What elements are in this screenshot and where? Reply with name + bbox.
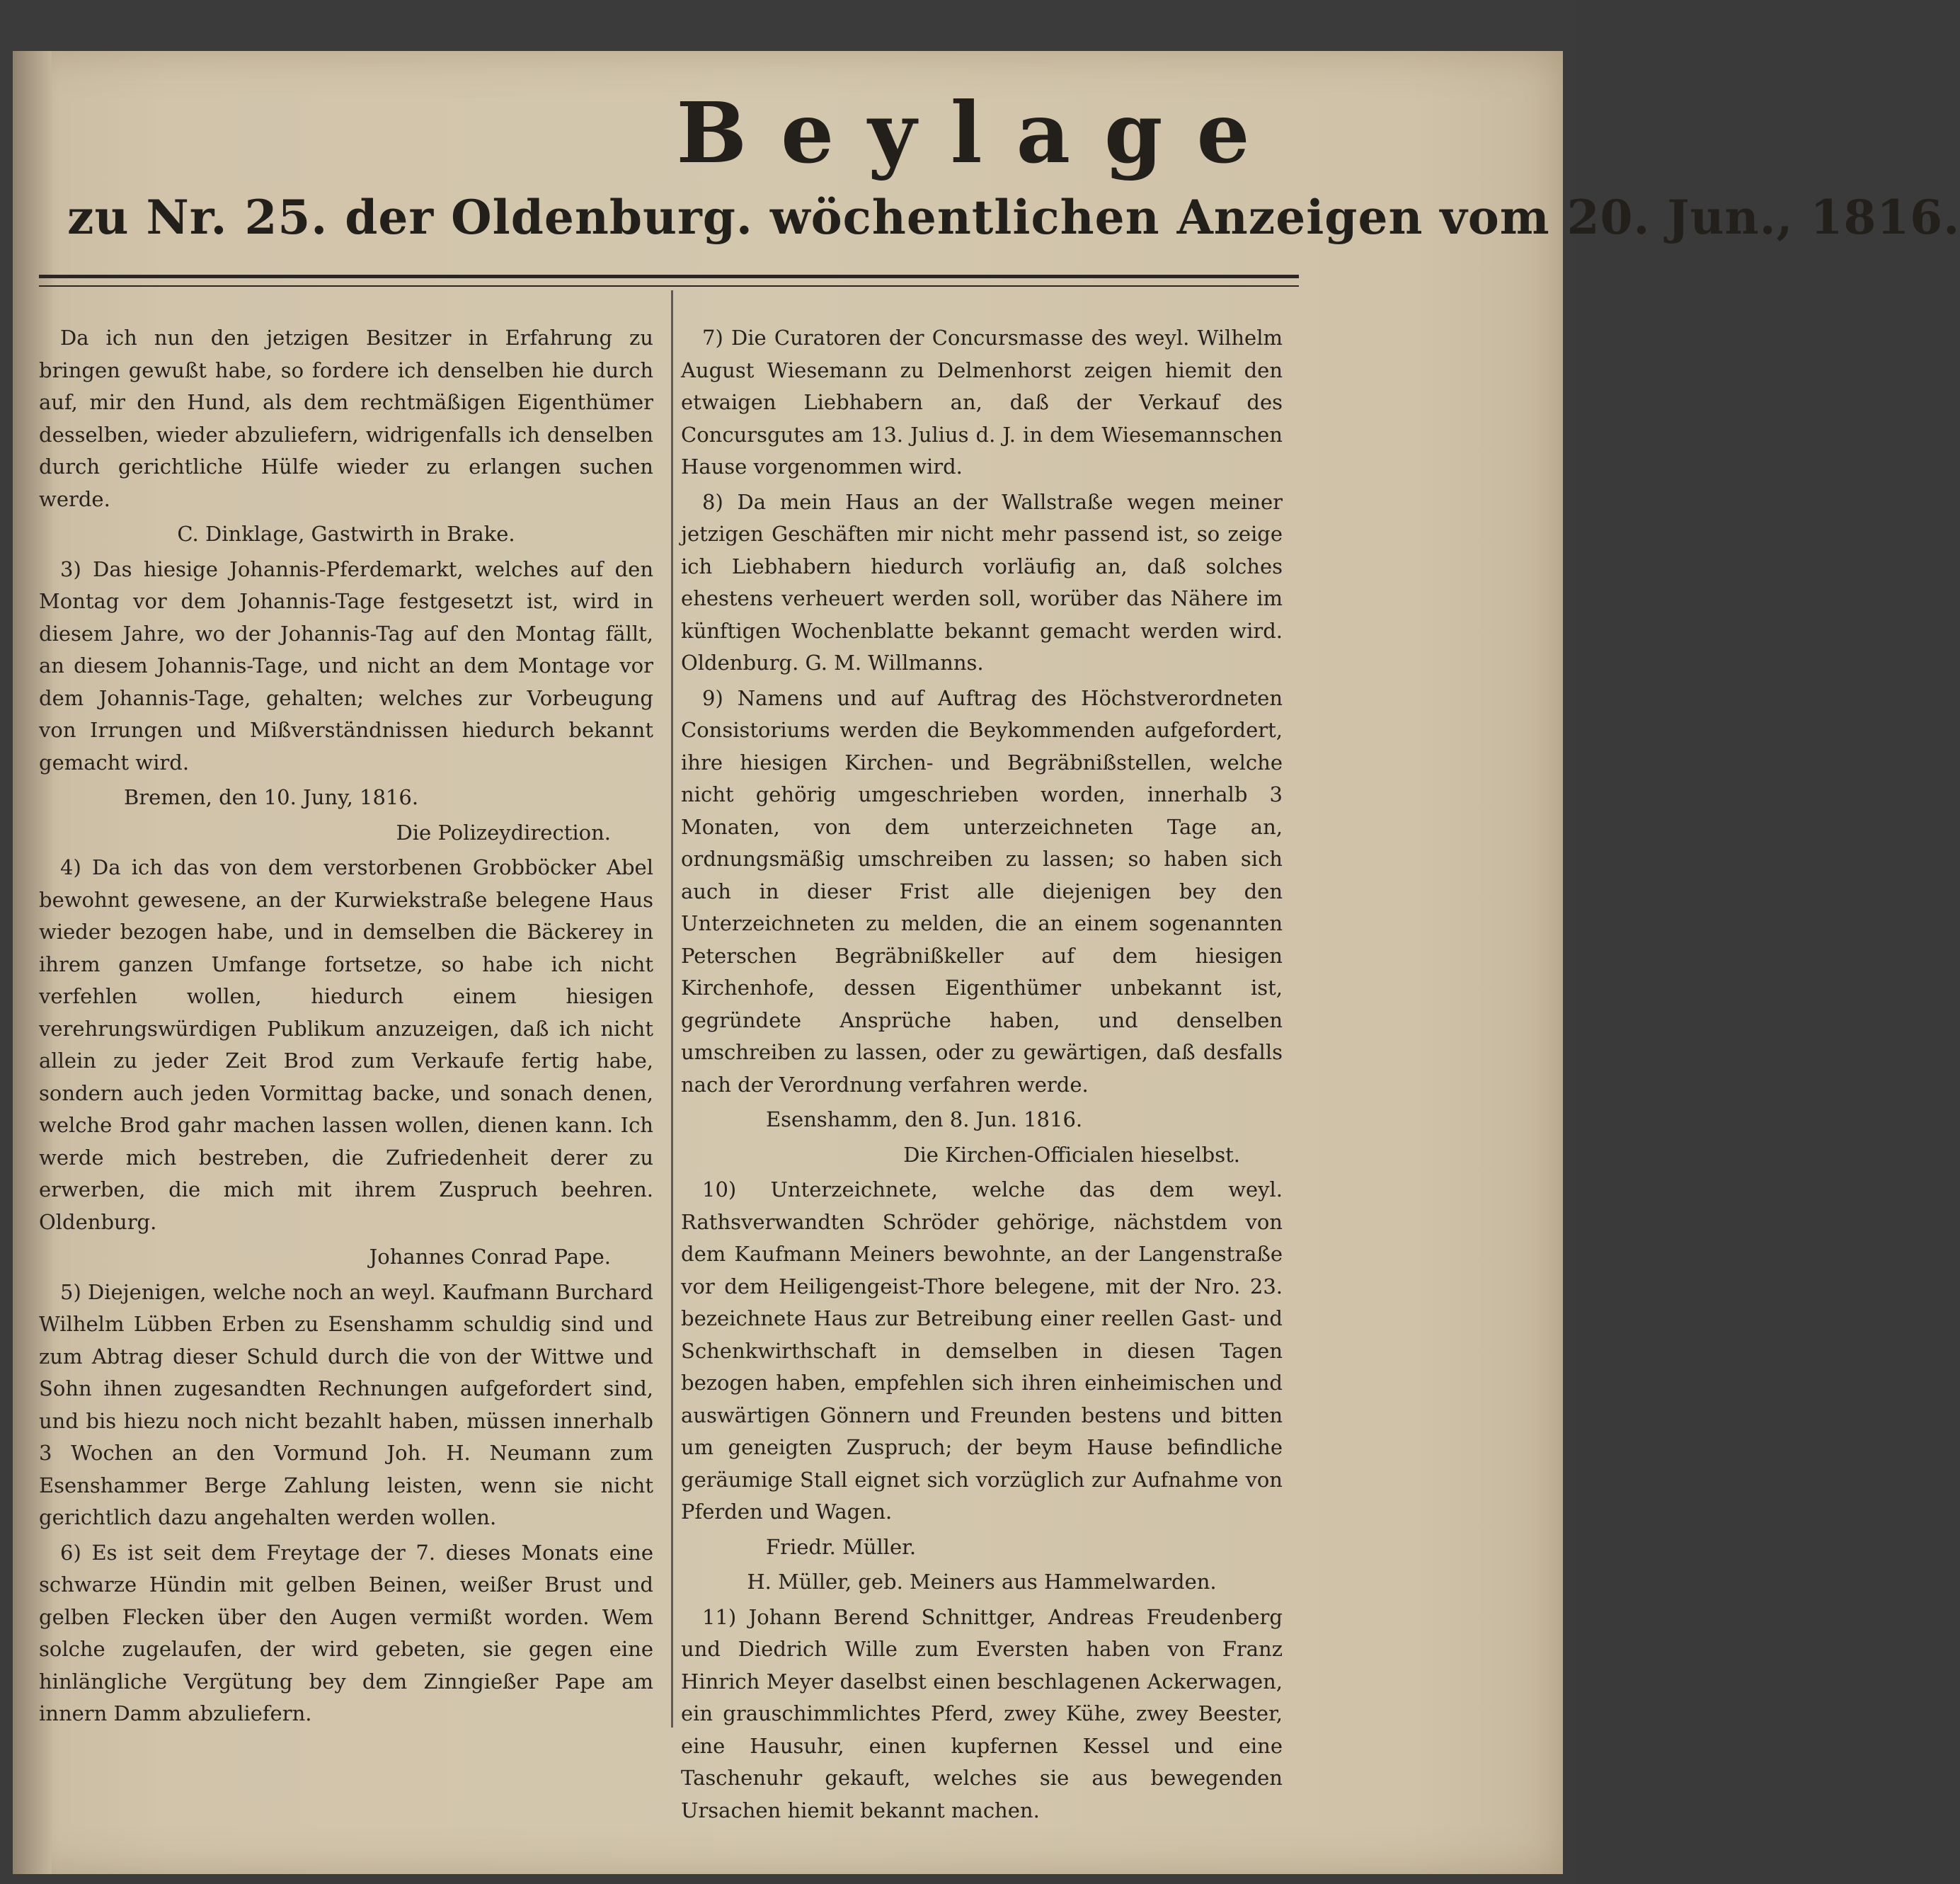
notice-paragraph: 11) Johann Berend Schnittger, Andreas Freudenberg und Diedrich Wille zum Eversten haben von Franz Hinrich Meyer daselbst einen beschlagenen Ackerwagen, ein grauschimmlichtes Pferd, zwey Kühe, zwey Beester, eine Hausuhr, einen kupfernen Kessel und eine Taschenuhr gekauft, welches sie aus bewegenden Ursachen hiemit bekannt machen. [681, 1604, 1283, 1822]
notice-paragraph: 9) Namens und auf Auftrag des Höchstverordneten Consistoriums werden die Beykommenden aufgefordert, ihre hiesigen Kirchen- und Begräbnißstellen, welche nicht gehörig umgeschrieben worden, innerhalb 3 Monaten, von dem unterzeichneten Tage an, ordnungsmäßig umschreiben zu lassen; so haben sich auch in dieser Frist alle diejenigen bey den Unterzeichneten zu melden, die an einem sogenannten Peterschen Begräbnißkeller auf dem hiesigen Kirchenhofe, dessen Eigenthümer unbekannt ist, gegründete Ansprüche haben, und denselben umschreiben zu lassen, oder zu gewärtigen, daß desfalls nach der Verordnung verfahren werde. [681, 685, 1283, 1097]
notice-paragraph: 6) Es ist seit dem Freytage der 7. dieses Monats eine schwarze Hündin mit gelben Beinen, weißer Brust und gelben Flecken über den Augen vermißt worden. Wem solche zugelaufen, der wird gebeten, sie gegen eine hinlängliche Vergütung bey dem Zinngießer Pape am innern Damm abzuliefern. [39, 1540, 653, 1725]
signature: Friedr. Müller. [766, 1534, 917, 1559]
left-column [39, 322, 653, 1733]
header-rule [39, 275, 1299, 278]
signature: H. Müller, geb. Meiners aus Hammelwarden. [747, 1570, 1217, 1594]
right-column [681, 322, 1283, 1829]
signature: Die Kirchen-Officialen hieselbst. [903, 1142, 1240, 1167]
header-rule-thin [39, 285, 1299, 287]
page-title: Beylage [676, 84, 1284, 182]
notice-paragraph: 5) Diejenigen, welche noch an weyl. Kaufmann Burchard Wilhelm Lübben Erben zu Esenshamm schuldig sind und zum Abtrag dieser Schuld durch die von der Wittwe und Sohn ihnen zugesandten Rechnungen aufgefordert sind, und bis hiezu noch nicht bezahlt haben, müssen innerhalb 3 Wochen an den Vormund Joh. H. Neumann zum Esenshammer Berge Zahlung leisten, wenn sie nicht gerichtlich dazu angehalten werden wollen. [39, 1279, 653, 1529]
notice-paragraph: 8) Da mein Haus an der Wallstraße wegen meiner jetzigen Geschäften mir nicht mehr passend ist, so zeige ich Liebhabern hiedurch vorläufig an, daß solches ehestens verheuert werden soll, worüber das Nähere im künftigen Wochenblatte bekannt gemacht werden wird. Oldenburg. G. M. Willmanns. [681, 489, 1283, 675]
notice-paragraph: 10) Unterzeichnete, welche das dem weyl. Rathsverwandten Schröder gehörige, nächstdem von dem Kaufmann Meiners bewohnte, an der Langenstraße vor dem Heiligengeist-Thore belegene, mit der Nro. 23. bezeichnete Haus zur Betreibung einer reellen Gast- und Schenkwirthschaft in demselben in diesen Tagen bezogen haben, empfehlen sich ihren einheimischen und auswärtigen Gönnern und Freunden bestens und bitten um geneigten Zuspruch; der beym Hause befindliche geräumige Stall eignet sich vorzüglich zur Aufnahme von Pferden und Wagen. [681, 1177, 1283, 1524]
dateline: Esenshamm, den 8. Jun. 1816. [766, 1107, 1083, 1131]
notice-paragraph: 3) Das hiesige Johannis-Pferdemarkt, welches auf den Montag vor dem Johannis-Tage festgesetzt ist, wird in diesem Jahre, wo der Johannis-Tag auf den Montag fällt, an diesem Johannis-Tage, und nicht an dem Montage vor dem Johannis-Tage, gehalten; welches zur Vorbeugung von Irrungen und Mißverständnissen hiedurch bekannt gemacht wird. [39, 556, 653, 775]
signature: Die Polizeydirection. [396, 820, 611, 845]
notice-paragraph: Da ich nun den jetzigen Besitzer in Erfahrung zu bringen gewußt habe, so fordere ich denselben hie durch auf, mir den Hund, als dem rechtmäßigen Eigenthümer desselben, wieder abzuliefern, widrigenfalls ich denselben durch gerichtliche Hülfe wieder zu erlangen suchen werde. [39, 326, 653, 511]
dateline: Bremen, den 10. Juny, 1816. [124, 785, 419, 809]
signature: Johannes Conrad Pape. [369, 1245, 611, 1269]
notice-paragraph: 7) Die Curatoren der Concursmasse des weyl. Wilhelm August Wiesemann zu Delmenhorst zeigen hiemit den etwaigen Liebhabern an, daß der Verkauf des Concursgutes am 13. Julius d. J. in dem Wiesemannschen Hause vorgenommen wird. [681, 326, 1283, 479]
signature: C. Dinklage, Gastwirth in Brake. [177, 522, 515, 546]
page-subtitle: zu Nr. 25. der Oldenburg. wöchentlichen Anzeigen vom 20. Jun., 1816. [67, 190, 1960, 245]
notice-paragraph: 4) Da ich das von dem verstorbenen Grobböcker Abel bewohnt gewesene, an der Kurwiekstraße belegene Haus wieder bezogen habe, und in demselben die Bäckerey in ihrem ganzen Umfange fortsetze, so habe ich nicht verfehlen wollen, hiedurch einem hiesigen verehrungswürdigen Publikum anzuzeigen, daß ich nicht allein zu jeder Zeit Brod zum Verkaufe fertig habe, sondern auch jeden Vormittag backe, und sonach denen, welche Brod gahr machen lassen wollen, dienen kann. Ich werde mich bestreben, die Zufriedenheit derer zu erwerben, die mich mit ihrem Zuspruch beehren. Oldenburg. [39, 855, 653, 1234]
column-divider [671, 290, 673, 1728]
